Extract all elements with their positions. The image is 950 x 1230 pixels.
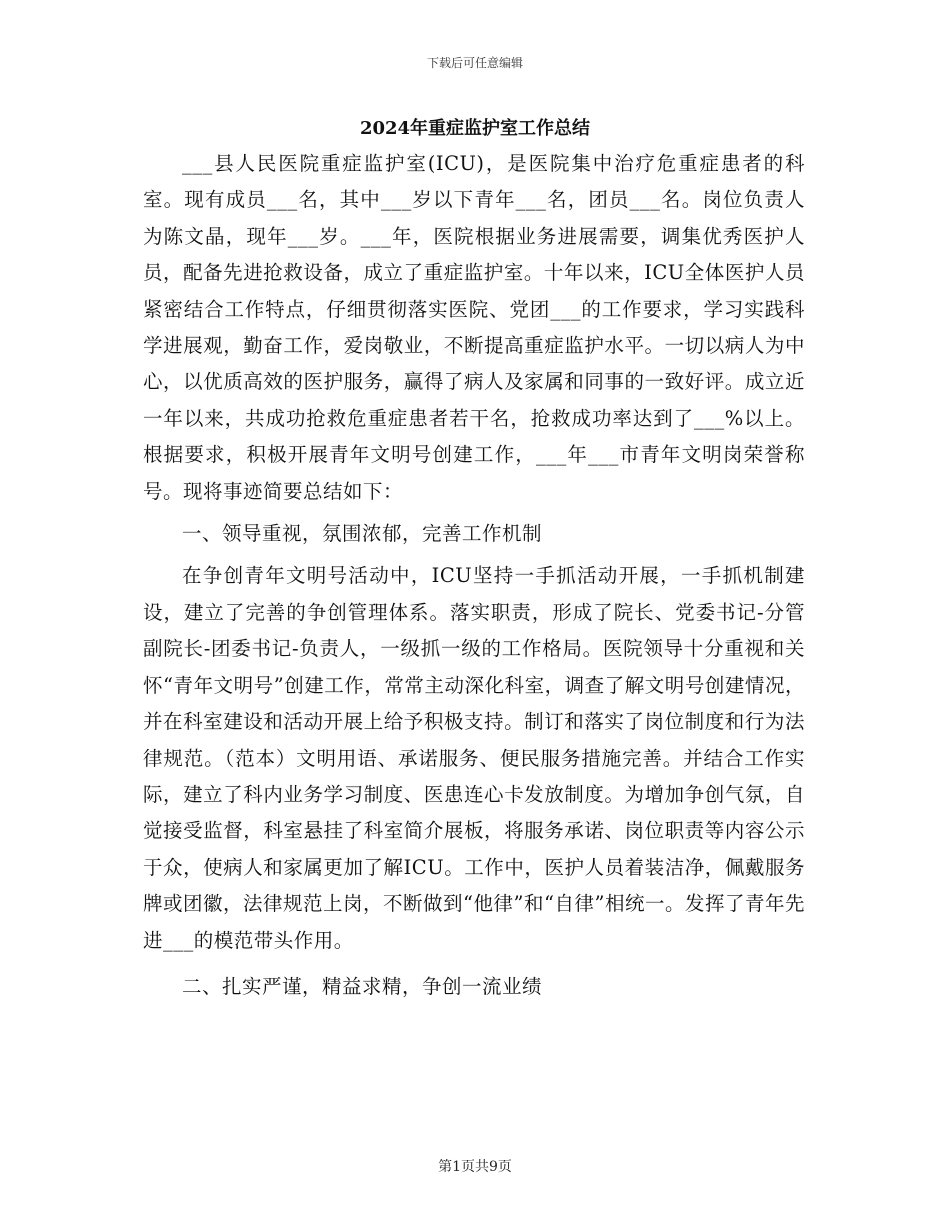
header-note: 下载后可任意编辑 [426, 56, 523, 70]
section-1-paragraph: 在争创青年文明号活动中，ICU坚持一手抓活动开展，一手抓机制建设，建立了完善的争创管理体系。落实职责，形成了院长、党委书记-分管副院长-团委书记-负责人，一级抓一级的工作格局。医院领导十分重视和关怀“青年文明号”创建工作，常常主动深化科室，调查了解文明号创建情况，并在科室建设和活动开展上给予积极支持。制订和落实了岗位制度和行为法律规范。（范本）文明用语、承诺服务、便民服务措施完善。并结合工作实际，建立了科内业务学习制度、医患连心卡发放制度。为增加争创气氛，自觉接受监督，科室悬挂了科室简介展板，将服务承诺、岗位职责等内容公示于众，使病人和家属更加了解ICU。工作中，医护人员着装洁净，佩戴服务牌或团徽，法律规范上岗，不断做到“他律”和“自律”相统一。发挥了青年先进___的模范带头作用。 [143, 564, 805, 952]
document-body [143, 146, 805, 1011]
section-heading-2: 二、扎实严谨，精益求精，争创一流业绩 [182, 974, 543, 998]
section-heading-1: 一、领导重视，氛围浓郁，完善工作机制 [182, 522, 543, 546]
document-title: 2024年重症监护室工作总结 [359, 118, 591, 139]
intro-paragraph: ___县人民医院重症监护室(ICU)，是医院集中治疗危重症患者的科室。现有成员___名，其中___岁以下青年___名，团员___名。岗位负责人为陈文晶，现年___岁。___年，医院根据业务进展需要，调集优秀医护人员，配备先进抢救设备，成立了重症监护室。十年以来，ICU全体医护人员紧密结合工作特点，仔细贯彻落实医院、党团___的工作要求，学习实践科学进展观，勤奋工作，爱岗敬业，不断提高重症监护水平。一切以病人为中心，以优质高效的医护服务，赢得了病人及家属和同事的一致好评。成立近一年以来，共成功抢救危重症患者若干名，抢救成功率达到了___%以上。根据要求，积极开展青年文明号创建工作，___年___市青年文明岗荣誉称号。现将事迹简要总结如下： [143, 152, 805, 503]
page-number: 第1页共9页 [438, 1159, 512, 1175]
